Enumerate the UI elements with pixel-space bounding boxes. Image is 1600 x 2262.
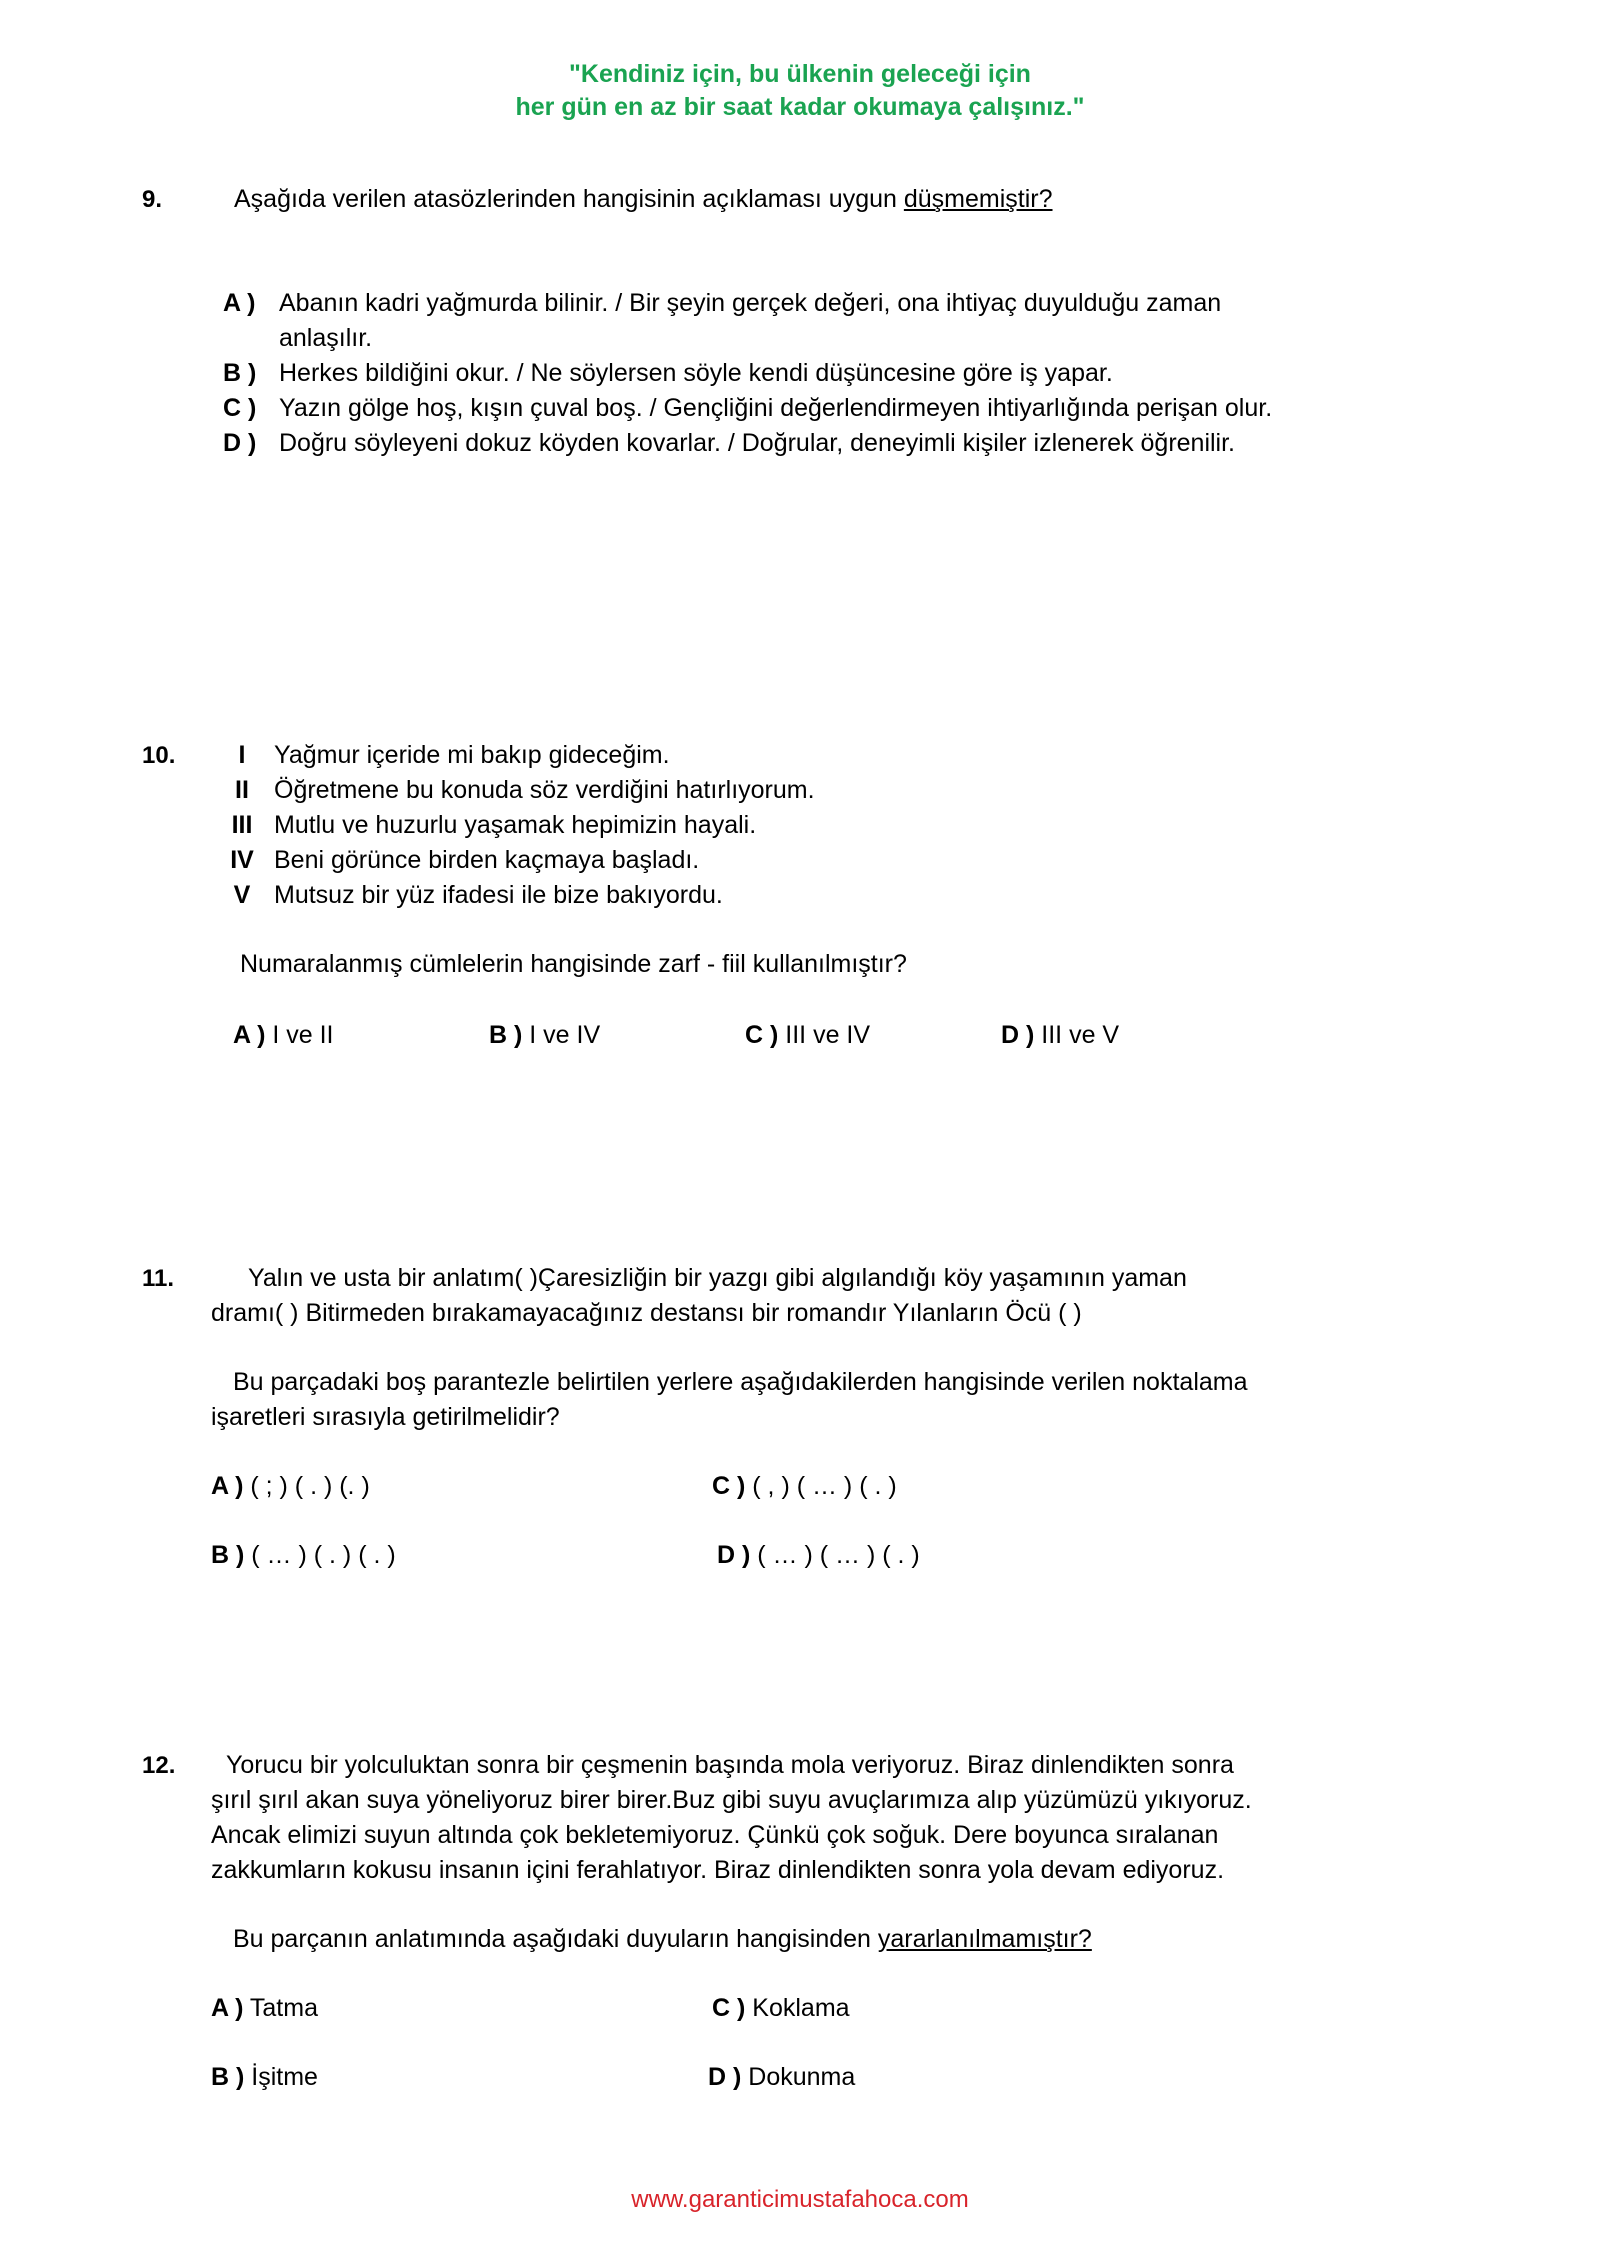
passage-line-3: Ancak elimizi suyun altında çok bekletemiyoruz. Çünkü çok soğuk. Dere boyunca sıralanan [211,1821,1219,1849]
question-number: 11. [142,1265,175,1292]
roman-numeral: III [231,811,253,839]
option-text: Koklama [752,1994,850,2022]
option-text: Yazın gölge hoş, kışın çuval boş. / Gençliğini değerlendirmeyen ihtiyarlığında perişan olur. [279,394,1273,422]
sentence-text: Öğretmene bu konuda söz verdiğini hatırlıyorum. [274,776,815,804]
motivational-quote [0,58,1600,124]
option-label: B ) [211,1541,245,1569]
option-label: A ) [211,1994,244,2022]
question-stem-line-1: Bu parçadaki boş parantezle belirtilen yerlere aşağıdakilerden hangisinde verilen noktalama [233,1368,1248,1396]
option-label: A ) [223,289,256,317]
passage-line-2: dramı( ) Bitirmeden bırakamayacağınız destansı bir romandır Yılanların Öcü ( ) [211,1299,1082,1327]
sentence-iii [222,808,756,843]
option-d[interactable] [1001,1018,1119,1053]
option-label: C ) [712,1472,746,1500]
question-stem-underlined: düşmemiştir? [903,185,1053,213]
option-text: Tatma [249,1994,318,2022]
sentence-text: Mutsuz bir yüz ifadesi ile bize bakıyordu. [274,881,723,909]
question-stem [233,1922,1092,1957]
sentence-text: Yağmur içeride mi bakıp gideceğim. [274,741,670,769]
option-b[interactable] [223,356,1113,391]
question-stem: Numaralanmış cümlelerin hangisinde zarf - fiil kullanılmıştır? [240,950,907,978]
quote-line-1: "Kendiniz için, bu ülkenin geleceği için [569,60,1031,88]
question-stem-text: Aşağıda verilen atasözlerinden hangisinin açıklaması uygun [234,185,904,213]
option-a[interactable] [233,1018,334,1053]
roman-numeral: IV [230,846,254,874]
question-number: 10. [142,742,176,769]
sentence-v [222,878,723,913]
option-a[interactable] [211,1991,318,2026]
option-d[interactable] [717,1538,920,1573]
sentence-i [222,738,670,773]
sentence-ii [222,773,815,808]
option-c[interactable] [712,1991,850,2026]
option-text: İşitme [251,2063,318,2091]
option-d[interactable] [708,2060,855,2095]
question-stem [234,182,1053,217]
question-stem-underlined: yararlanılmamıştır? [877,1925,1092,1953]
question-number: 12. [142,1752,176,1779]
roman-numeral: II [235,776,249,804]
option-label: D ) [708,2063,742,2091]
option-label: C ) [223,394,257,422]
option-label: C ) [745,1021,779,1049]
option-text: III ve IV [785,1021,871,1049]
option-text: ( … ) ( … ) ( . ) [757,1541,920,1569]
option-label: C ) [712,1994,746,2022]
option-text: I ve IV [529,1021,601,1049]
sentence-iv [222,843,699,878]
sentence-text: Beni görünce birden kaçmaya başladı. [274,846,700,874]
passage-line-2: şırıl şırıl akan suya yöneliyoruz birer birer.Buz gibi suyu avuçlarımıza alıp yüzümüzü yıkıyoruz. [211,1786,1252,1814]
option-text: Abanın kadri yağmurda bilinir. / Bir şeyin gerçek değeri, ona ihtiyaç duyulduğu zaman [279,289,1222,317]
option-label: B ) [489,1021,523,1049]
option-label: D ) [223,429,257,457]
question-number: 9. [142,186,163,213]
option-text: ( ; ) ( . ) (. ) [250,1472,370,1500]
passage-line-1: Yorucu bir yolculuktan sonra bir çeşmenin başında mola veriyoruz. Biraz dinlendikten sonra [226,1751,1234,1779]
option-d[interactable] [223,426,1235,461]
footer-website-link[interactable]: www.garanticimustafahoca.com [631,2186,969,2213]
sentence-text: Mutlu ve huzurlu yaşamak hepimizin hayali. [274,811,757,839]
option-label: A ) [211,1472,244,1500]
question-stem-text: Bu parçanın anlatımında aşağıdaki duyuların hangisinden [233,1925,878,1953]
option-label: B ) [211,2063,245,2091]
option-text: ( , ) ( … ) ( . ) [752,1472,897,1500]
option-a-continuation: anlaşılır. [279,324,373,352]
option-label: D ) [1001,1021,1035,1049]
option-c[interactable] [745,1018,870,1053]
option-a[interactable] [211,1469,370,1504]
option-b[interactable] [489,1018,600,1053]
option-text: ( … ) ( . ) ( . ) [251,1541,396,1569]
option-text: I ve II [272,1021,334,1049]
option-label: A ) [233,1021,266,1049]
option-text: Doğru söyleyeni dokuz köyden kovarlar. / Doğrular, deneyimli kişiler izlenerek öğrenilir. [279,429,1236,457]
option-text: Herkes bildiğini okur. / Ne söylersen söyle kendi düşüncesine göre iş yapar. [279,359,1113,387]
option-label: B ) [223,359,257,387]
option-c[interactable] [223,391,1272,426]
option-a[interactable] [223,286,1221,321]
passage-line-1: Yalın ve usta bir anlatım( )Çaresizliğin bir yazgı gibi algılandığı köy yaşamının yaman [248,1264,1187,1292]
quote-line-2: her gün en az bir saat kadar okumaya çalışınız." [515,93,1085,121]
roman-numeral: V [233,881,251,909]
option-b[interactable] [211,1538,396,1573]
option-text: Dokunma [748,2063,856,2091]
option-label: D ) [717,1541,751,1569]
option-c[interactable] [712,1469,897,1504]
option-text: III ve V [1041,1021,1120,1049]
roman-numeral: I [238,741,246,769]
question-stem-line-2: işaretleri sırasıyla getirilmelidir? [211,1403,560,1431]
passage-line-4: zakkumların kokusu insanın içini ferahlatıyor. Biraz dinlendikten sonra yola devam ediyoruz. [211,1856,1225,1884]
option-b[interactable] [211,2060,318,2095]
